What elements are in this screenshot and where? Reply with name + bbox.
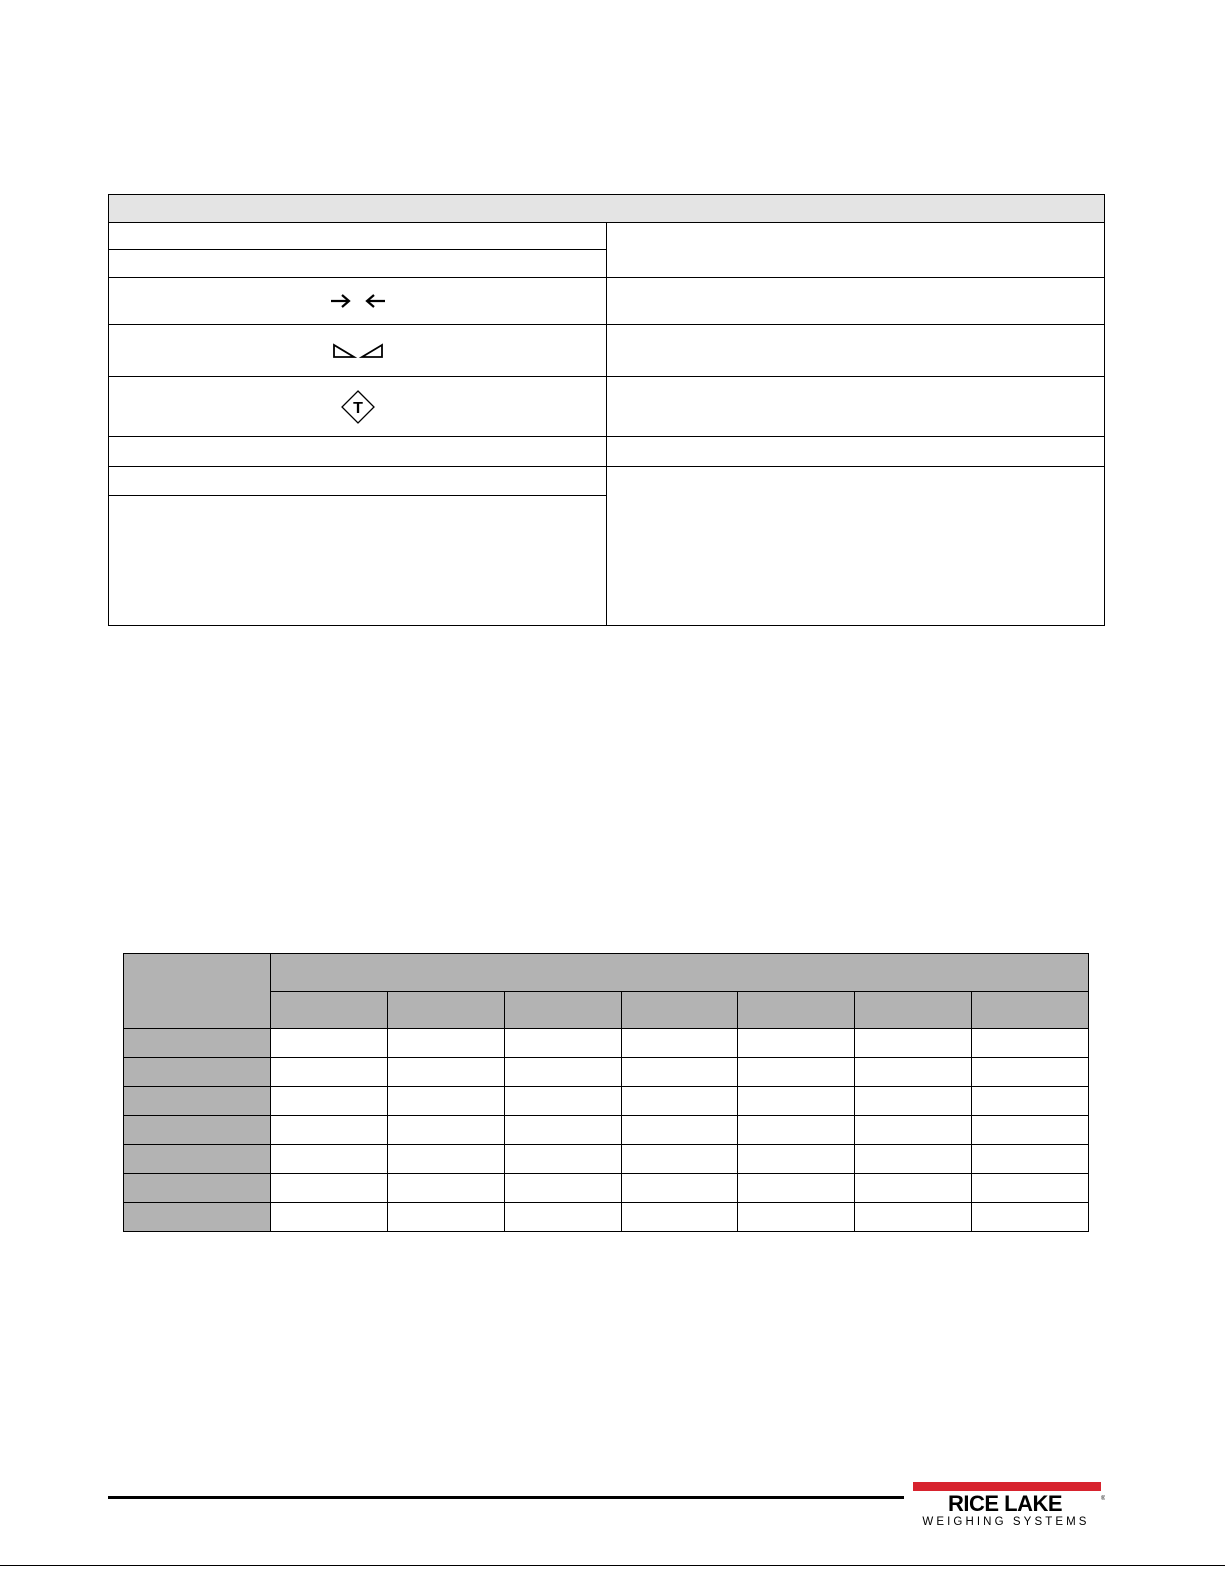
grid-column-header: [855, 992, 972, 1029]
grid-cell: [271, 1029, 388, 1058]
annunciator-symbol-cell: [109, 496, 607, 626]
grid-row-header: [124, 1058, 271, 1087]
grid-cell: [621, 1203, 738, 1232]
table-row: [124, 1145, 1089, 1174]
annunciator-table: [108, 194, 1105, 626]
grid-cell: [387, 1029, 504, 1058]
grid-cell: [621, 1116, 738, 1145]
tare-letter: T: [352, 399, 363, 417]
grid-row-header: [124, 1087, 271, 1116]
annunciator-symbol-cell: [109, 278, 607, 325]
annunciator-symbol-cell: [109, 467, 607, 496]
grid-cell: [504, 1087, 621, 1116]
grid-column-header: [504, 992, 621, 1029]
grid-cell: [855, 1029, 972, 1058]
footer-rule: [108, 1496, 904, 1499]
standstill-triangles-icon: [332, 343, 384, 359]
grid-cell: [972, 1116, 1089, 1145]
grid-cell: [271, 1145, 388, 1174]
grid-cell: [855, 1087, 972, 1116]
grid-cell: [387, 1087, 504, 1116]
grid-cell: [738, 1029, 855, 1058]
table-row: [124, 1203, 1089, 1232]
grid-cell: [271, 1116, 388, 1145]
grid-cell: [271, 1087, 388, 1116]
grid-cell: [855, 1145, 972, 1174]
grid-cell: [504, 1174, 621, 1203]
tare-diamond-icon: [340, 389, 376, 425]
annunciator-symbol-cell: [109, 250, 607, 278]
grid-cell: [855, 1116, 972, 1145]
page-bottom-rule: [0, 1565, 1225, 1566]
grid-cell: [387, 1058, 504, 1087]
grid-cell: [387, 1145, 504, 1174]
annunciator-symbol-cell: [109, 325, 607, 377]
grid-group-header: [271, 954, 1089, 992]
grid-cell: [504, 1203, 621, 1232]
grid-row-header: [124, 1029, 271, 1058]
annunciator-description-cell: [607, 223, 1105, 278]
table-row: [124, 1116, 1089, 1145]
annunciator-description-cell: [607, 278, 1105, 325]
table-row: [124, 1029, 1089, 1058]
grid-cell: [504, 1116, 621, 1145]
grid-cell: [387, 1116, 504, 1145]
grid-cell: [271, 1203, 388, 1232]
grid-cell: [972, 1058, 1089, 1087]
grid-column-header: [621, 992, 738, 1029]
grid-cell: [972, 1029, 1089, 1058]
grid-cell: [621, 1058, 738, 1087]
annunciator-symbol-cell: [109, 377, 607, 437]
annunciator-description-cell: [607, 437, 1105, 467]
annunciator-description-cell: [607, 467, 1105, 626]
grid-cell: [738, 1203, 855, 1232]
grid-column-header: [972, 992, 1089, 1029]
grid-cell: [972, 1203, 1089, 1232]
annunciator-symbol-cell: [109, 223, 607, 250]
grid-cell: [738, 1087, 855, 1116]
grid-cell: [271, 1174, 388, 1203]
table-row: [124, 1174, 1089, 1203]
logo-tagline: WEIGHING SYSTEMS: [922, 1516, 1090, 1528]
table-row: [124, 1058, 1089, 1087]
grid-cell: [621, 1145, 738, 1174]
grid-cell: [855, 1203, 972, 1232]
table-row: [124, 1087, 1089, 1116]
grid-row-header: [124, 1203, 271, 1232]
grid-cell: [387, 1174, 504, 1203]
registered-mark: ®: [1101, 1496, 1105, 1502]
grid-cell: [738, 1058, 855, 1087]
grid-cell: [738, 1145, 855, 1174]
grid-cell: [504, 1058, 621, 1087]
grid-cell: [387, 1203, 504, 1232]
grid-cell: [972, 1145, 1089, 1174]
grid-cell: [738, 1116, 855, 1145]
annunciator-description-cell: [607, 325, 1105, 377]
grid-cell: [621, 1087, 738, 1116]
grid-cell: [271, 1058, 388, 1087]
rice-lake-logo: [910, 1480, 1105, 1528]
annunciator-symbol-cell: [109, 437, 607, 467]
annunciator-table-header: [109, 195, 1105, 223]
grid-cell: [738, 1174, 855, 1203]
center-of-zero-arrows-icon: [328, 292, 388, 310]
grid-cell: [621, 1029, 738, 1058]
grid-cell: [972, 1174, 1089, 1203]
grid-row-header: [124, 1116, 271, 1145]
grid-cell: [972, 1087, 1089, 1116]
grid-cell: [855, 1058, 972, 1087]
grid-cell: [504, 1145, 621, 1174]
logo-red-bar: [913, 1482, 1101, 1491]
logo-brand-text: RICE LAKE: [947, 1491, 1063, 1516]
grid-cell: [621, 1174, 738, 1203]
grid-row-header: [124, 1145, 271, 1174]
grid-cell: [504, 1029, 621, 1058]
grid-column-header: [738, 992, 855, 1029]
grid-corner-cell: [124, 954, 271, 1029]
annunciator-description-cell: [607, 377, 1105, 437]
grid-table: [123, 953, 1089, 1232]
grid-cell: [855, 1174, 972, 1203]
grid-row-header: [124, 1174, 271, 1203]
grid-column-header: [387, 992, 504, 1029]
grid-column-header: [271, 992, 388, 1029]
